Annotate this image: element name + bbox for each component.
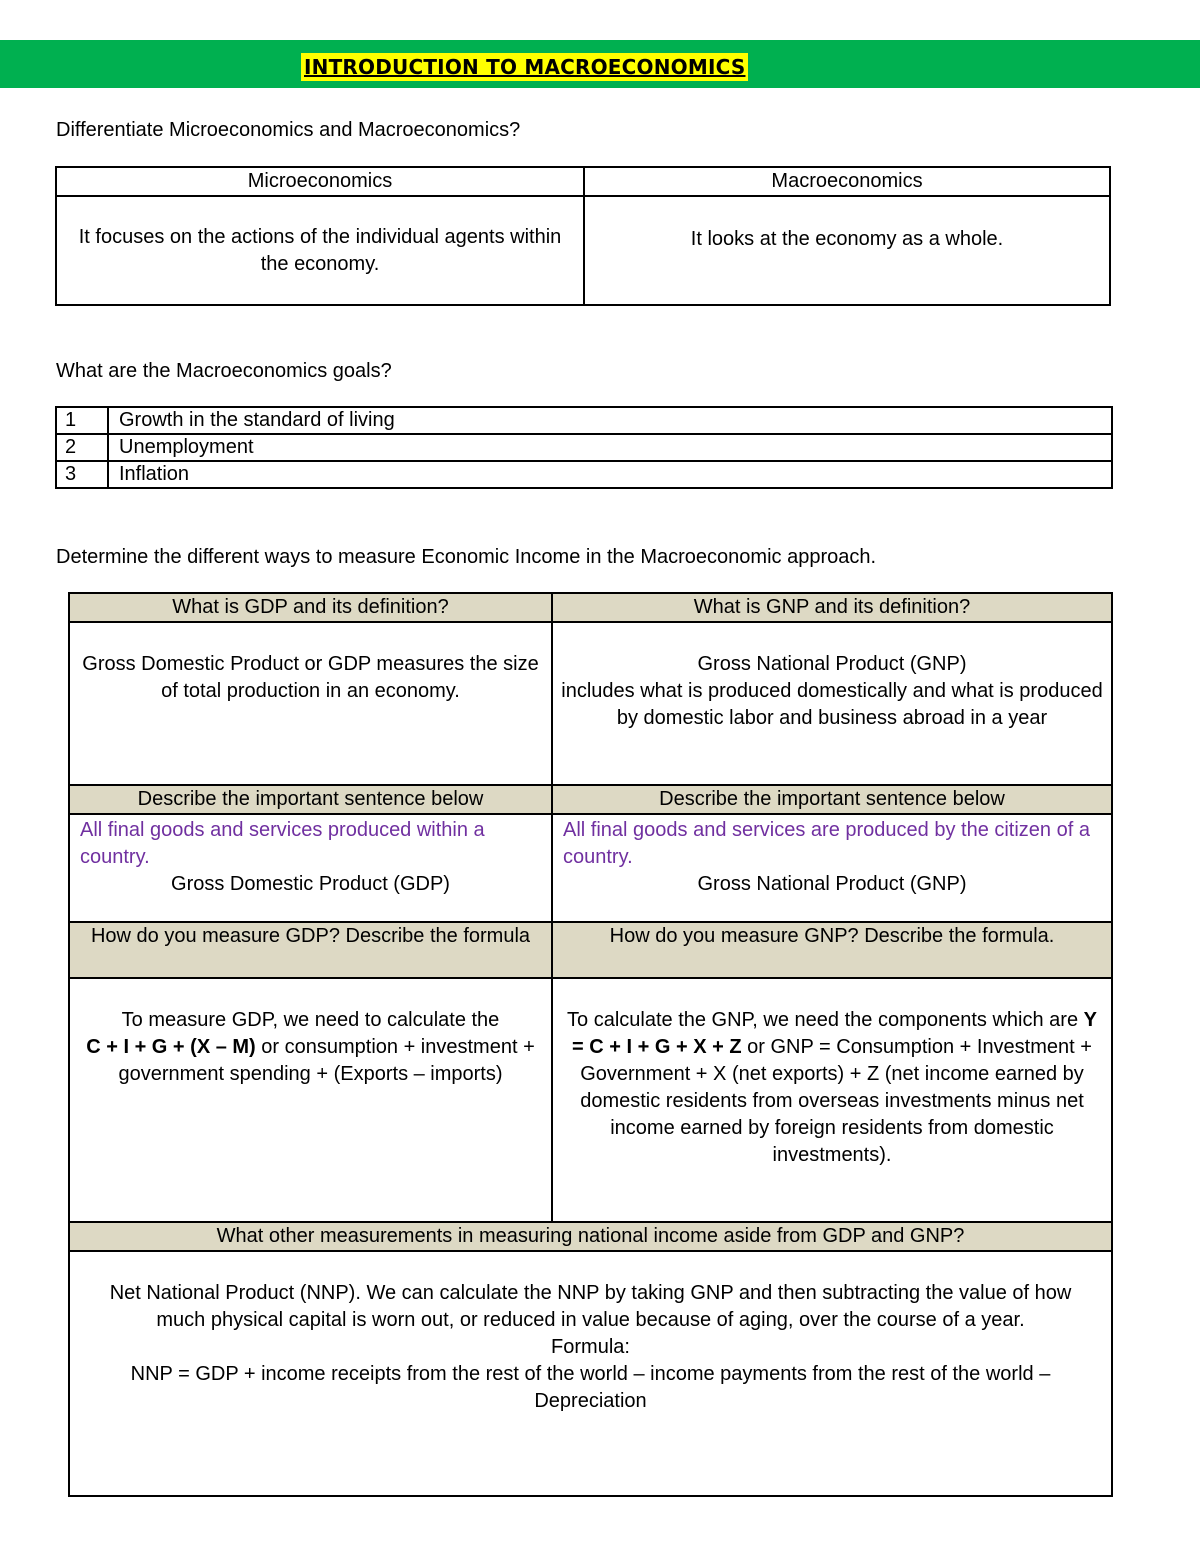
- gnp-sentence-name: Gross National Product (GNP): [697, 873, 967, 895]
- gnp-sentence-text: All final goods and services are produced by the citizen of a country.: [563, 819, 1090, 868]
- gnp-formula-equation: Y = C + I + G + X + Z: [572, 1009, 1097, 1058]
- macro-description: It looks at the economy as a whole.: [584, 196, 1110, 305]
- goal-row: [56, 434, 1112, 461]
- goal-row: [56, 461, 1112, 488]
- macro-header: Macroeconomics: [584, 167, 1110, 196]
- goal-label: Inflation: [108, 461, 1112, 488]
- gdp-definition: Gross Domestic Product or GDP measures the size of total production in an economy.: [69, 622, 552, 785]
- goal-number: 3: [56, 461, 108, 488]
- nnp-text: Net National Product (NNP). We can calculate the NNP by taking GNP and then subtracting the value of how much physical capital is worn out, or reduced in value because of aging, over the course of a year.: [109, 1282, 1072, 1331]
- gnp-sentence-header: Describe the important sentence below: [552, 785, 1112, 814]
- nnp-formula: NNP = GDP + income receipts from the rest of the world – income payments from the rest of the world – Depreciation: [130, 1363, 1051, 1412]
- gdp-definition-header: What is GDP and its definition?: [69, 593, 552, 622]
- gdp-formula-equation: C + I + G + (X – M): [86, 1036, 256, 1058]
- nnp-answer: [69, 1251, 1112, 1496]
- gdp-sentence-header: Describe the important sentence below: [69, 785, 552, 814]
- question-income: Determine the different ways to measure Economic Income in the Macroeconomic approach.: [56, 546, 877, 568]
- goal-label: Unemployment: [108, 434, 1112, 461]
- gnp-definition-header: What is GNP and its definition?: [552, 593, 1112, 622]
- gdp-formula-explanation: or consumption + investment + government spending + (Exports – imports): [118, 1036, 535, 1085]
- goal-label: Growth in the standard of living: [108, 407, 1112, 434]
- other-measurements-header: What other measurements in measuring national income aside from GDP and GNP?: [69, 1222, 1112, 1251]
- gdp-sentence: [69, 814, 552, 922]
- gnp-definition: [552, 622, 1112, 785]
- page-title: INTRODUCTION TO MACROECONOMICS: [301, 53, 748, 81]
- micro-description: It focuses on the actions of the individual agents within the economy.: [56, 196, 584, 305]
- micro-macro-table: [55, 166, 1111, 306]
- gnp-sentence: [552, 814, 1112, 922]
- question-goals: What are the Macroeconomics goals?: [56, 360, 392, 382]
- goals-table: [55, 406, 1113, 489]
- gdp-formula-intro: To measure GDP, we need to calculate the: [121, 1009, 500, 1031]
- income-table: [68, 592, 1113, 1497]
- gnp-formula-intro: To calculate the GNP, we need the components which are: [567, 1009, 1084, 1031]
- nnp-formula-label: Formula:: [551, 1336, 630, 1358]
- gnp-formula: [552, 978, 1112, 1222]
- goal-number: 1: [56, 407, 108, 434]
- gdp-sentence-name: Gross Domestic Product (GDP): [171, 873, 450, 895]
- gnp-definition-text: includes what is produced domestically and what is produced by domestic labor and business abroad in a year: [561, 680, 1103, 729]
- question-differentiate: Differentiate Microeconomics and Macroeconomics?: [56, 119, 521, 141]
- goal-row: [56, 407, 1112, 434]
- gdp-formula: [69, 978, 552, 1222]
- goal-number: 2: [56, 434, 108, 461]
- gnp-formula-explanation: or GNP = Consumption + Investment + Government + X (net exports) + Z (net income earned by domestic residents from overseas investments minus net income earned by foreign residents from domestic investments).: [580, 1036, 1092, 1166]
- micro-header: Microeconomics: [56, 167, 584, 196]
- gdp-measure-header: How do you measure GDP? Describe the formula: [69, 922, 552, 978]
- gnp-measure-header: How do you measure GNP? Describe the formula.: [552, 922, 1112, 978]
- gnp-definition-name: Gross National Product (GNP): [697, 653, 967, 675]
- gdp-sentence-text: All final goods and services produced within a country.: [80, 819, 485, 868]
